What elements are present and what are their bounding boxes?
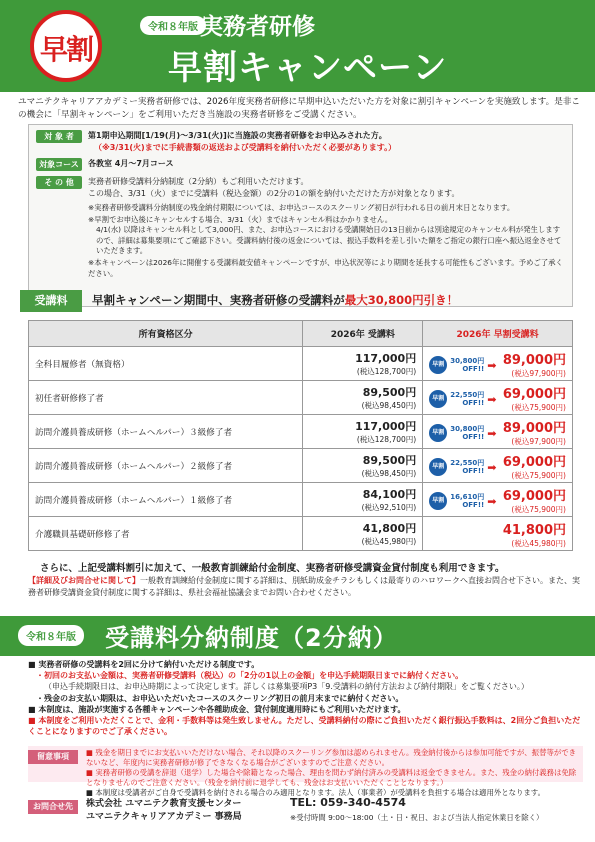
qualification-name: 訪問介護員養成研修（ホームヘルパー）１級修了者 (29, 483, 303, 517)
table-row (29, 517, 573, 551)
other-text-4: ※早割でお申込後にキャンセルする場合、3/31（火）まではキャンセル料はかかりません。 (88, 215, 393, 224)
fee-price: 117,000円 (355, 420, 417, 433)
fee-tax: (税込128,700円) (356, 435, 417, 444)
other-text-5: 4/1(水) 以降はキャンセル料として3,000円、また、お申込コースにおける受講開始日の13日前からは別途規定のキャンセル料が発生しますので、詳細は募集要項にてご確認下さい。受講料納付後の返金については、振込手数料を差し引いた額をご指定の銀行口座へ振込返金させていただきます。 (96, 225, 562, 255)
fee-tax: (税込98,450円) (361, 401, 417, 410)
fee-cell (303, 517, 423, 551)
early-tax: (税込75,900円) (511, 470, 566, 480)
installment-line-6 (28, 715, 583, 737)
early-fee-cell (423, 517, 573, 551)
fee-tax: (税込92,510円) (361, 503, 417, 512)
early-icon: 早割 (429, 492, 447, 510)
discount-badge (429, 356, 496, 374)
discount-badge (429, 458, 496, 476)
fee-label: 受講料 (20, 290, 82, 312)
fee-headline-red: 最大30,800円引き！ (344, 293, 459, 307)
note-2: ■ 実務者研修の受講を辞退（退学）した場合や除籍となった場合、理由を問わず納付済みの受講料は返金できません。また、残金の納付義務は免除となりませんのでご注意ください。（残金を納付前に退学しても、残金はお支払いいただくこととなります。） (86, 768, 577, 787)
discount-value: 30,800円 (450, 425, 485, 433)
intro-text: ユマニテクキャリアアカデミー実務者研修では、2026年度実務者研修に早期申込いただいた方を対象に割引キャンペーンを実施致します。是非この機会に「早割キャンペーン」をご利用いただき当施設の実務者研修をご受講ください。 (18, 97, 580, 120)
installment-line-1: ■ 実務者研修の受講料を2回に分けて納付いただける制度です。 (28, 660, 260, 669)
contact-org-1: 株式会社 ユマニテク教育支援センター (86, 799, 242, 809)
arrow-right-icon: ➡ (487, 494, 497, 508)
off-text: OFF!! (462, 501, 485, 509)
fee-tax: (税込45,980円) (361, 537, 417, 546)
early-icon: 早割 (429, 356, 447, 374)
early-price: 69,000円 (502, 386, 566, 402)
other-label: そ の 他 (36, 176, 82, 189)
contact-org-2: ユマニテクキャリアアカデミー 事務局 (86, 812, 242, 822)
installment-title: 受講料分納制度（2分納） (105, 624, 398, 652)
extra-support-text: さらに、上記受講料割引に加えて、一般教育訓練給付金制度、実務者研修受講資金貸付制度も利用できます。 (40, 563, 505, 574)
early-icon: 早割 (429, 424, 447, 442)
off-text: OFF!! (462, 365, 485, 373)
table-row (29, 415, 573, 449)
early-price: 41,800円 (502, 522, 566, 538)
inquiry-text (28, 575, 583, 599)
early-fee-cell (423, 381, 573, 415)
table-row (29, 347, 573, 381)
page-subtitle: 早割キャンペーン (168, 48, 448, 88)
early-price: 69,000円 (502, 454, 566, 470)
early-bird-stamp (30, 10, 102, 82)
installment-era-badge: 令和８年版 (18, 625, 84, 646)
other-text-1: 実務者研修受講料分納制度（2分納）もご利用いただけます。 (88, 177, 309, 186)
discount-value: 16,610円 (450, 493, 485, 501)
other-text-2: この場合、3/31（火）までに受講料（税込金額）の2分の1の額を納付いただけた方が対象となります。 (88, 189, 460, 198)
course-text: 各教室 4月〜7月コース (88, 159, 174, 168)
early-price: 69,000円 (502, 488, 566, 504)
other-text-6: ※本キャンペーンは2026年に開催する受講料最安値キャンペーンですが、申込状況等により期間を延長する可能性もございます。予めご了承ください。 (88, 258, 563, 278)
discount-amount (450, 425, 484, 441)
installment-line-2: ・初回のお支払い金額は、実務者研修受講料（税込）の「2分の1以上の金額」を申込手続期限日までに納付ください。 (36, 671, 464, 681)
installment-line-5: ■ 本制度は、施設が実施する各種キャンペーンや各種助成金、貸付制度適用時にもご利用いただけます。 (28, 704, 406, 714)
early-fee-cell (423, 415, 573, 449)
target-label: 対 象 者 (36, 130, 82, 143)
discount-badge (429, 424, 496, 442)
early-price: 89,000円 (502, 420, 566, 436)
qualification-name: 介護職員基礎研修修了者 (29, 517, 303, 551)
early-fee-cell (423, 347, 573, 381)
target-text: 第1期申込期間[1/19(月)〜3/31(火)]に当施設の実務者研修をお申込みされた方。 (88, 131, 387, 140)
qualification-name: 訪問介護員養成研修（ホームヘルパー）３級修了者 (29, 415, 303, 449)
fee-price: 89,500円 (362, 386, 417, 399)
fee-cell (303, 449, 423, 483)
fee-cell (303, 483, 423, 517)
off-text: OFF!! (462, 433, 485, 441)
discount-value: 22,550円 (450, 459, 485, 467)
col-fee: 2026年 受講料 (303, 321, 423, 347)
contact-org (86, 796, 242, 822)
installment-line-3: （申込手続期限日は、お申込時期によって決定します。詳しくは募集要項P3「9.受講料の納付方法および納付期限」をご覧ください。） (44, 682, 529, 692)
contact-hours: ※受付時間 9:00〜18:00（土・日・祝日、および当法人指定休業日を除く） (290, 813, 544, 822)
early-fee-cell (423, 483, 573, 517)
inquiry-label: 【詳細及びお問合せに関して】 (28, 576, 140, 585)
discount-badge (429, 390, 496, 408)
off-text: OFF!! (462, 467, 485, 475)
arrow-right-icon: ➡ (487, 460, 497, 474)
arrow-right-icon: ➡ (487, 392, 497, 406)
qualification-name: 全科目履修者（無資格） (29, 347, 303, 381)
off-text: OFF!! (462, 399, 485, 407)
course-label: 対象コース (36, 158, 82, 171)
target-note: （※3/31(火)までに手続書類の返送および受講料を納付いただく必要があります。） (94, 143, 397, 152)
table-header (29, 321, 573, 347)
installment-line-6-text: ■ 本制度をご利用いただくことで、金利・手数料等は発生致しません。ただし、受講料納付の際にご負担いただく銀行振込手数料は、2回分ご負担いただくことになりますのでご了承ください。 (28, 716, 581, 737)
early-icon: 早割 (429, 458, 447, 476)
early-tax: (税込45,980円) (511, 538, 566, 548)
fee-cell (303, 415, 423, 449)
fee-cell (303, 381, 423, 415)
fee-price: 84,100円 (362, 488, 417, 501)
col-qualification: 所有資格区分 (29, 321, 303, 347)
notes-list (86, 748, 582, 798)
early-tax: (税込97,900円) (511, 436, 566, 446)
early-tax: (税込75,900円) (511, 504, 566, 514)
fee-tax: (税込128,700円) (356, 367, 417, 376)
discount-amount (450, 357, 484, 373)
fee-price: 89,500円 (362, 454, 417, 467)
early-price: 89,000円 (502, 352, 566, 368)
fee-headline-text: 早割キャンペーン期間中、実務者研修の受講料が (92, 293, 345, 307)
inquiry-body: 一般教育訓練給付金制度に関する詳細は、別紙助成金チラシもしくは最寄りのハロワークへ直接お問合せ下さい。また、実務者研修受講資金貸付制度に関する詳細は、県社会福祉協議会までお問い合わせください。 (28, 576, 580, 597)
fee-price: 117,000円 (355, 352, 417, 365)
early-icon: 早割 (429, 390, 447, 408)
table-row (29, 381, 573, 415)
installment-section (28, 659, 583, 737)
qualification-name: 訪問介護員養成研修（ホームヘルパー）２級修了者 (29, 449, 303, 483)
contact-tel: TEL: 059-340-4574 (290, 796, 406, 809)
fee-tax: (税込98,450円) (361, 469, 417, 478)
note-3: ■ 本制度は受講者がご自身で受講料を納付される場合のみ適用となります。法人（事業者）が受講料を負担する場合は適用外となります。 (86, 788, 545, 797)
discount-amount (450, 493, 484, 509)
early-fee-cell (423, 449, 573, 483)
col-early-fee: 2026年 早割受講料 (423, 321, 573, 347)
note-1: ■ 残金を期日までにお支払いいただけない場合、それ以降のスクーリング参加は認められません。残金納付後からは参加可能ですが、振替等ができないなど、年度内に実務者研修が修了できなくなる場合がございますのでご注意ください。 (86, 748, 577, 767)
notes-label: 留意事項 (28, 750, 78, 764)
early-tax: (税込75,900円) (511, 402, 566, 412)
page-title: 実務者研修 (200, 14, 315, 40)
fee-table (28, 320, 573, 551)
era-badge: 令和８年版 (140, 16, 206, 35)
contact-label: お問合せ先 (28, 800, 78, 814)
discount-amount (450, 391, 484, 407)
stamp-text: 早割 (39, 33, 92, 66)
fee-price: 41,800円 (362, 522, 417, 535)
discount-badge (429, 492, 496, 510)
early-tax: (税込97,900円) (511, 368, 566, 378)
arrow-right-icon: ➡ (487, 426, 497, 440)
discount-amount (450, 459, 484, 475)
qualification-name: 初任者研修修了者 (29, 381, 303, 415)
discount-value: 22,550円 (450, 391, 485, 399)
fee-headline (92, 292, 458, 308)
discount-value: 30,800円 (450, 357, 485, 365)
table-row (29, 449, 573, 483)
installment-line-4: ・残金のお支払い期限は、お申込いただいたコースのスクーリング初日の前月末までに納付ください。 (36, 693, 404, 703)
other-text-3: ※実務者研修受講料分納制度の残金納付期限については、お申込コースのスクーリング初日が行われる日の前月末日となります。 (88, 203, 515, 212)
table-row (29, 483, 573, 517)
arrow-right-icon: ➡ (487, 358, 497, 372)
fee-cell (303, 347, 423, 381)
